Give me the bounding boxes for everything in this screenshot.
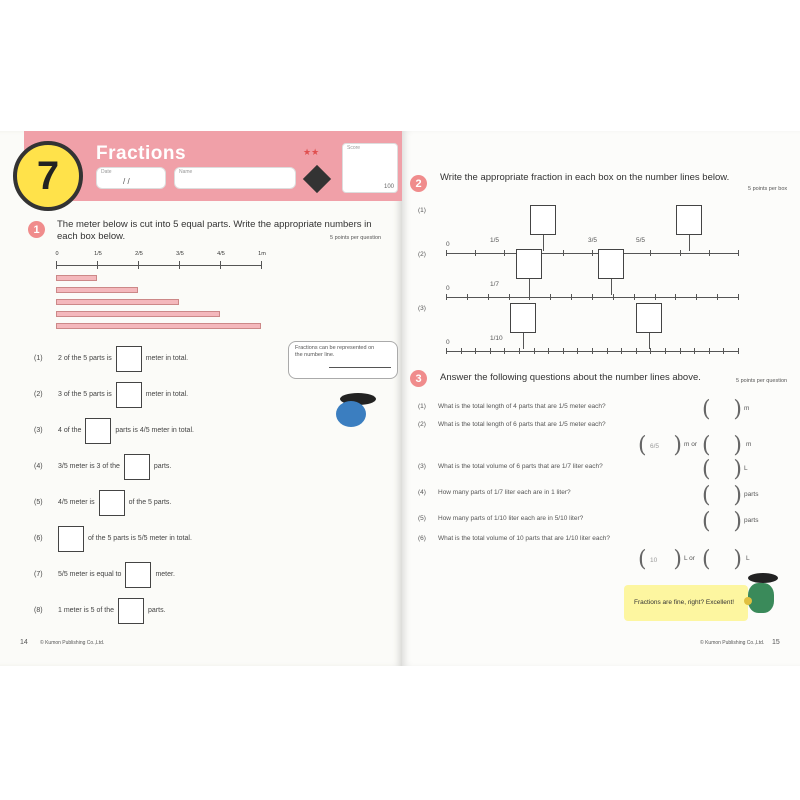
q1-item-number: (3) bbox=[34, 427, 43, 434]
number-line-tick bbox=[563, 250, 564, 256]
q3-item-text: What is the total length of 4 parts that are 1/5 meter each? bbox=[438, 403, 606, 410]
meter-bar bbox=[56, 311, 220, 317]
number-line-tick bbox=[446, 348, 447, 354]
number-line-tick bbox=[723, 348, 724, 354]
paren-left: ( bbox=[638, 547, 647, 572]
meter-bar bbox=[56, 275, 97, 281]
answer-paren[interactable] bbox=[638, 549, 682, 571]
answer-unit: parts bbox=[744, 491, 759, 498]
question-1-text: The meter below is cut into 5 equal parts. Write the appropriate numbers in each box below. bbox=[57, 219, 372, 242]
number-line-tick bbox=[680, 250, 681, 256]
tip-bubble bbox=[288, 341, 398, 379]
date-slashes: / / bbox=[123, 177, 130, 186]
q1-item-number: (5) bbox=[34, 499, 43, 506]
ruler-label: 3/5 bbox=[176, 251, 184, 257]
answer-box[interactable] bbox=[636, 303, 662, 333]
number-line-tick bbox=[446, 250, 447, 256]
answer-box[interactable] bbox=[530, 205, 556, 235]
q1-item-post: of the 5 parts is 5/5 meter in total. bbox=[88, 535, 192, 542]
number-line-tick bbox=[607, 348, 608, 354]
q3-item-number: (1) bbox=[418, 403, 426, 410]
paren-left: ( bbox=[638, 433, 647, 458]
ruler-tick bbox=[97, 261, 98, 269]
number-line-label: (1) bbox=[418, 207, 426, 214]
q1-item-row bbox=[34, 526, 294, 552]
question-3-points: 5 points per question bbox=[736, 378, 788, 384]
number-line-tick bbox=[738, 294, 739, 300]
score-field[interactable] bbox=[342, 143, 398, 193]
answer-box[interactable] bbox=[85, 418, 111, 444]
q1-item-post: meter in total. bbox=[145, 355, 189, 362]
number-line-tick bbox=[650, 250, 651, 256]
answer-paren[interactable] bbox=[702, 459, 742, 481]
q1-item-number: (7) bbox=[34, 571, 43, 578]
number-line-tick bbox=[488, 294, 489, 300]
number-line-tick bbox=[709, 250, 710, 256]
ruler-label: 2/5 bbox=[135, 251, 143, 257]
number-line-tick bbox=[550, 294, 551, 300]
ruler-tick bbox=[138, 261, 139, 269]
q3-item-number: (2) bbox=[418, 421, 426, 428]
ruler-tick bbox=[220, 261, 221, 269]
number-line-tick bbox=[571, 294, 572, 300]
name-label: Name bbox=[179, 169, 193, 175]
number-line-tick bbox=[738, 250, 739, 256]
q1-item-row bbox=[34, 382, 294, 408]
number-line-fraction: 1/7 bbox=[490, 281, 500, 288]
paren-right: ) bbox=[733, 547, 742, 572]
number-line-tick bbox=[509, 294, 510, 300]
ruler-label: 4/5 bbox=[217, 251, 225, 257]
paren-left: ( bbox=[702, 457, 711, 482]
number-line-tick bbox=[446, 294, 447, 300]
number-line-tick bbox=[696, 294, 697, 300]
q3-item-text: What is the total length of 6 parts that are 1/5 meter each? bbox=[438, 421, 606, 428]
q1-item-row bbox=[34, 598, 294, 624]
answer-unit: L or bbox=[684, 555, 695, 562]
answer-box[interactable] bbox=[99, 490, 125, 516]
number-line-tick bbox=[504, 250, 505, 256]
number-line-fraction: 3/5 bbox=[588, 237, 598, 244]
q3-item-text: How many parts of 1/7 liter each are in 1 liter? bbox=[438, 489, 571, 496]
number-line-tick bbox=[467, 294, 468, 300]
q1-item-row bbox=[34, 490, 294, 516]
number-line-tick bbox=[613, 294, 614, 300]
number-line-tick bbox=[717, 294, 718, 300]
page-number-right: 15 bbox=[772, 639, 780, 646]
answer-prefill: 10 bbox=[650, 557, 658, 564]
ruler-tick bbox=[56, 261, 57, 269]
answer-unit: parts bbox=[744, 517, 759, 524]
ruler-tick bbox=[261, 261, 262, 269]
q1-item-post: parts. bbox=[148, 607, 166, 614]
answer-box[interactable] bbox=[510, 303, 536, 333]
page-title: Fractions bbox=[96, 143, 187, 164]
q1-item-number: (2) bbox=[34, 391, 43, 398]
q3-item-text: What is the total volume of 10 parts that are 1/10 liter each? bbox=[438, 535, 610, 542]
q1-item-number: (1) bbox=[34, 355, 43, 362]
copyright-right: © Kumon Publishing Co.,Ltd. bbox=[700, 640, 765, 646]
paren-right: ) bbox=[733, 483, 742, 508]
ruler-tick bbox=[179, 261, 180, 269]
paren-right: ) bbox=[733, 397, 742, 422]
answer-box[interactable] bbox=[116, 346, 142, 372]
arrow-line bbox=[523, 333, 524, 349]
answer-paren[interactable] bbox=[702, 549, 742, 571]
answer-paren[interactable] bbox=[702, 435, 742, 457]
q1-item-post: of the 5 parts. bbox=[128, 499, 172, 506]
question-3-badge: 3 bbox=[410, 370, 427, 387]
number-line-tick bbox=[534, 348, 535, 354]
number-line-tick bbox=[680, 348, 681, 354]
number-line-fraction: 1/10 bbox=[490, 335, 503, 342]
answer-box[interactable] bbox=[516, 249, 542, 279]
q1-item-pre: 2 of the 5 parts is bbox=[58, 355, 112, 362]
answer-unit: m or bbox=[684, 441, 697, 448]
ruler-line bbox=[56, 265, 261, 266]
name-field[interactable] bbox=[174, 167, 296, 189]
q1-item-post: meter. bbox=[155, 571, 175, 578]
number-line-tick bbox=[738, 348, 739, 354]
date-field[interactable] bbox=[96, 167, 166, 189]
number-line-tick bbox=[519, 348, 520, 354]
score-max: 100 bbox=[383, 184, 394, 190]
number-line-tick bbox=[634, 294, 635, 300]
q1-item-number: (8) bbox=[34, 607, 43, 614]
meter-diagram bbox=[50, 253, 280, 333]
q3-item-number: (4) bbox=[418, 489, 426, 496]
number-line-tick bbox=[665, 348, 666, 354]
q3-item-number: (6) bbox=[418, 535, 426, 542]
number-line-tick bbox=[592, 250, 593, 256]
paren-left: ( bbox=[702, 509, 711, 534]
paren-left: ( bbox=[702, 433, 711, 458]
answer-unit: L bbox=[746, 555, 750, 562]
number-line-fraction: 1/5 bbox=[490, 237, 500, 244]
number-line-tick bbox=[475, 250, 476, 256]
q1-item-pre: 3 of the 5 parts is bbox=[58, 391, 112, 398]
paren-left: ( bbox=[702, 397, 711, 422]
tip-number-line bbox=[329, 367, 391, 368]
number-line-tick bbox=[461, 348, 462, 354]
paren-right: ) bbox=[673, 433, 682, 458]
arrow-line bbox=[529, 279, 530, 295]
paren-left: ( bbox=[702, 547, 711, 572]
number-line-start: 0 bbox=[446, 241, 450, 248]
copyright-left: © Kumon Publishing Co.,Ltd. bbox=[40, 640, 105, 646]
arrow-line bbox=[543, 235, 544, 251]
number-line-tick bbox=[675, 294, 676, 300]
q1-item-row bbox=[34, 562, 294, 588]
number-line-label: (2) bbox=[418, 251, 426, 258]
question-2-points: 5 points per box bbox=[748, 186, 788, 192]
paren-right: ) bbox=[673, 547, 682, 572]
meter-bar bbox=[56, 323, 261, 329]
q3-item-text: How many parts of 1/10 liter each are in 5/10 liter? bbox=[438, 515, 584, 522]
paren-right: ) bbox=[733, 509, 742, 534]
question-2-badge: 2 bbox=[410, 175, 427, 192]
answer-prefill: 6/5 bbox=[650, 443, 660, 450]
meter-bar bbox=[56, 299, 179, 305]
q3-item-number: (3) bbox=[418, 463, 426, 470]
meter-bar bbox=[56, 287, 138, 293]
number-line-tick bbox=[592, 294, 593, 300]
q1-item-pre: 4/5 meter is bbox=[58, 499, 95, 506]
answer-paren[interactable] bbox=[638, 435, 682, 457]
answer-paren[interactable] bbox=[702, 399, 742, 421]
q3-item-number: (5) bbox=[418, 515, 426, 522]
arrow-line bbox=[689, 235, 690, 251]
ruler-label: 1m bbox=[258, 251, 266, 257]
q1-item-pre: 3/5 meter is 3 of the bbox=[58, 463, 120, 470]
answer-box[interactable] bbox=[598, 249, 624, 279]
q1-item-pre: 4 of the bbox=[58, 427, 82, 434]
star-icon: ★★ bbox=[303, 147, 320, 157]
q1-item-number: (6) bbox=[34, 535, 43, 542]
number-line-tick bbox=[709, 348, 710, 354]
answer-paren[interactable] bbox=[702, 485, 742, 507]
paren-right: ) bbox=[733, 433, 742, 458]
q1-item-row bbox=[34, 418, 294, 444]
number-line-tick bbox=[636, 348, 637, 354]
ruler-label: 1/5 bbox=[94, 251, 102, 257]
mascot-icon bbox=[334, 393, 376, 433]
paren-left: ( bbox=[702, 483, 711, 508]
answer-paren[interactable] bbox=[702, 511, 742, 533]
number-line-tick bbox=[563, 348, 564, 354]
answer-unit: m bbox=[746, 441, 752, 448]
answer-box[interactable] bbox=[125, 562, 151, 588]
number-line-start: 0 bbox=[446, 285, 450, 292]
answer-unit: L bbox=[744, 465, 748, 472]
question-3-text: Answer the following questions about the number lines above. bbox=[440, 372, 701, 383]
number-line-tick bbox=[655, 294, 656, 300]
question-2-text: Write the appropriate fraction in each box on the number lines below. bbox=[440, 172, 730, 183]
number-line-tick bbox=[592, 348, 593, 354]
q1-item-number: (4) bbox=[34, 463, 43, 470]
arrow-line bbox=[611, 279, 612, 295]
q3-item-text: What is the total volume of 6 parts that are 1/7 liter each? bbox=[438, 463, 603, 470]
tip-text: Fractions can be represented on the number line. bbox=[295, 345, 375, 358]
answer-box[interactable] bbox=[118, 598, 144, 624]
answer-box[interactable] bbox=[676, 205, 702, 235]
number-line-tick bbox=[490, 348, 491, 354]
number-line-start: 0 bbox=[446, 339, 450, 346]
arrow-line bbox=[649, 333, 650, 349]
number-line-tick bbox=[504, 348, 505, 354]
number-line-tick bbox=[694, 348, 695, 354]
number-line-tick bbox=[650, 348, 651, 354]
date-label: Date bbox=[101, 169, 112, 175]
q1-item-post: meter in total. bbox=[145, 391, 189, 398]
praise-text: Fractions are fine, right? Excellent! bbox=[634, 599, 735, 606]
q1-item-row bbox=[34, 454, 294, 480]
number-line-tick bbox=[577, 348, 578, 354]
ruler-label: 0 bbox=[55, 251, 59, 257]
q1-item-row bbox=[34, 346, 294, 372]
number-line-fraction: 5/5 bbox=[636, 237, 646, 244]
q1-item-post: parts is 4/5 meter in total. bbox=[115, 427, 194, 434]
number-line-tick bbox=[475, 348, 476, 354]
question-1-badge: 1 bbox=[28, 221, 45, 238]
q1-item-pre: 1 meter is 5 of the bbox=[58, 607, 115, 614]
number-line-tick bbox=[621, 348, 622, 354]
right-page bbox=[402, 131, 800, 666]
q1-item-pre: 5/5 meter is equal to bbox=[58, 571, 122, 578]
praise-box bbox=[624, 585, 748, 621]
paren-right: ) bbox=[733, 457, 742, 482]
number-line-tick bbox=[548, 348, 549, 354]
answer-unit: m bbox=[744, 405, 750, 412]
chapter-number: 7 bbox=[13, 141, 83, 211]
question-1-points: 5 points per question bbox=[330, 235, 382, 241]
number-line-label: (3) bbox=[418, 305, 426, 312]
answer-box[interactable] bbox=[124, 454, 150, 480]
page-number-left: 14 bbox=[20, 639, 28, 646]
score-label: Score bbox=[347, 145, 361, 151]
q1-item-post: parts. bbox=[153, 463, 172, 470]
mascot-icon bbox=[742, 573, 786, 633]
answer-box[interactable] bbox=[116, 382, 142, 408]
left-page bbox=[0, 131, 402, 666]
answer-box[interactable] bbox=[58, 526, 84, 552]
